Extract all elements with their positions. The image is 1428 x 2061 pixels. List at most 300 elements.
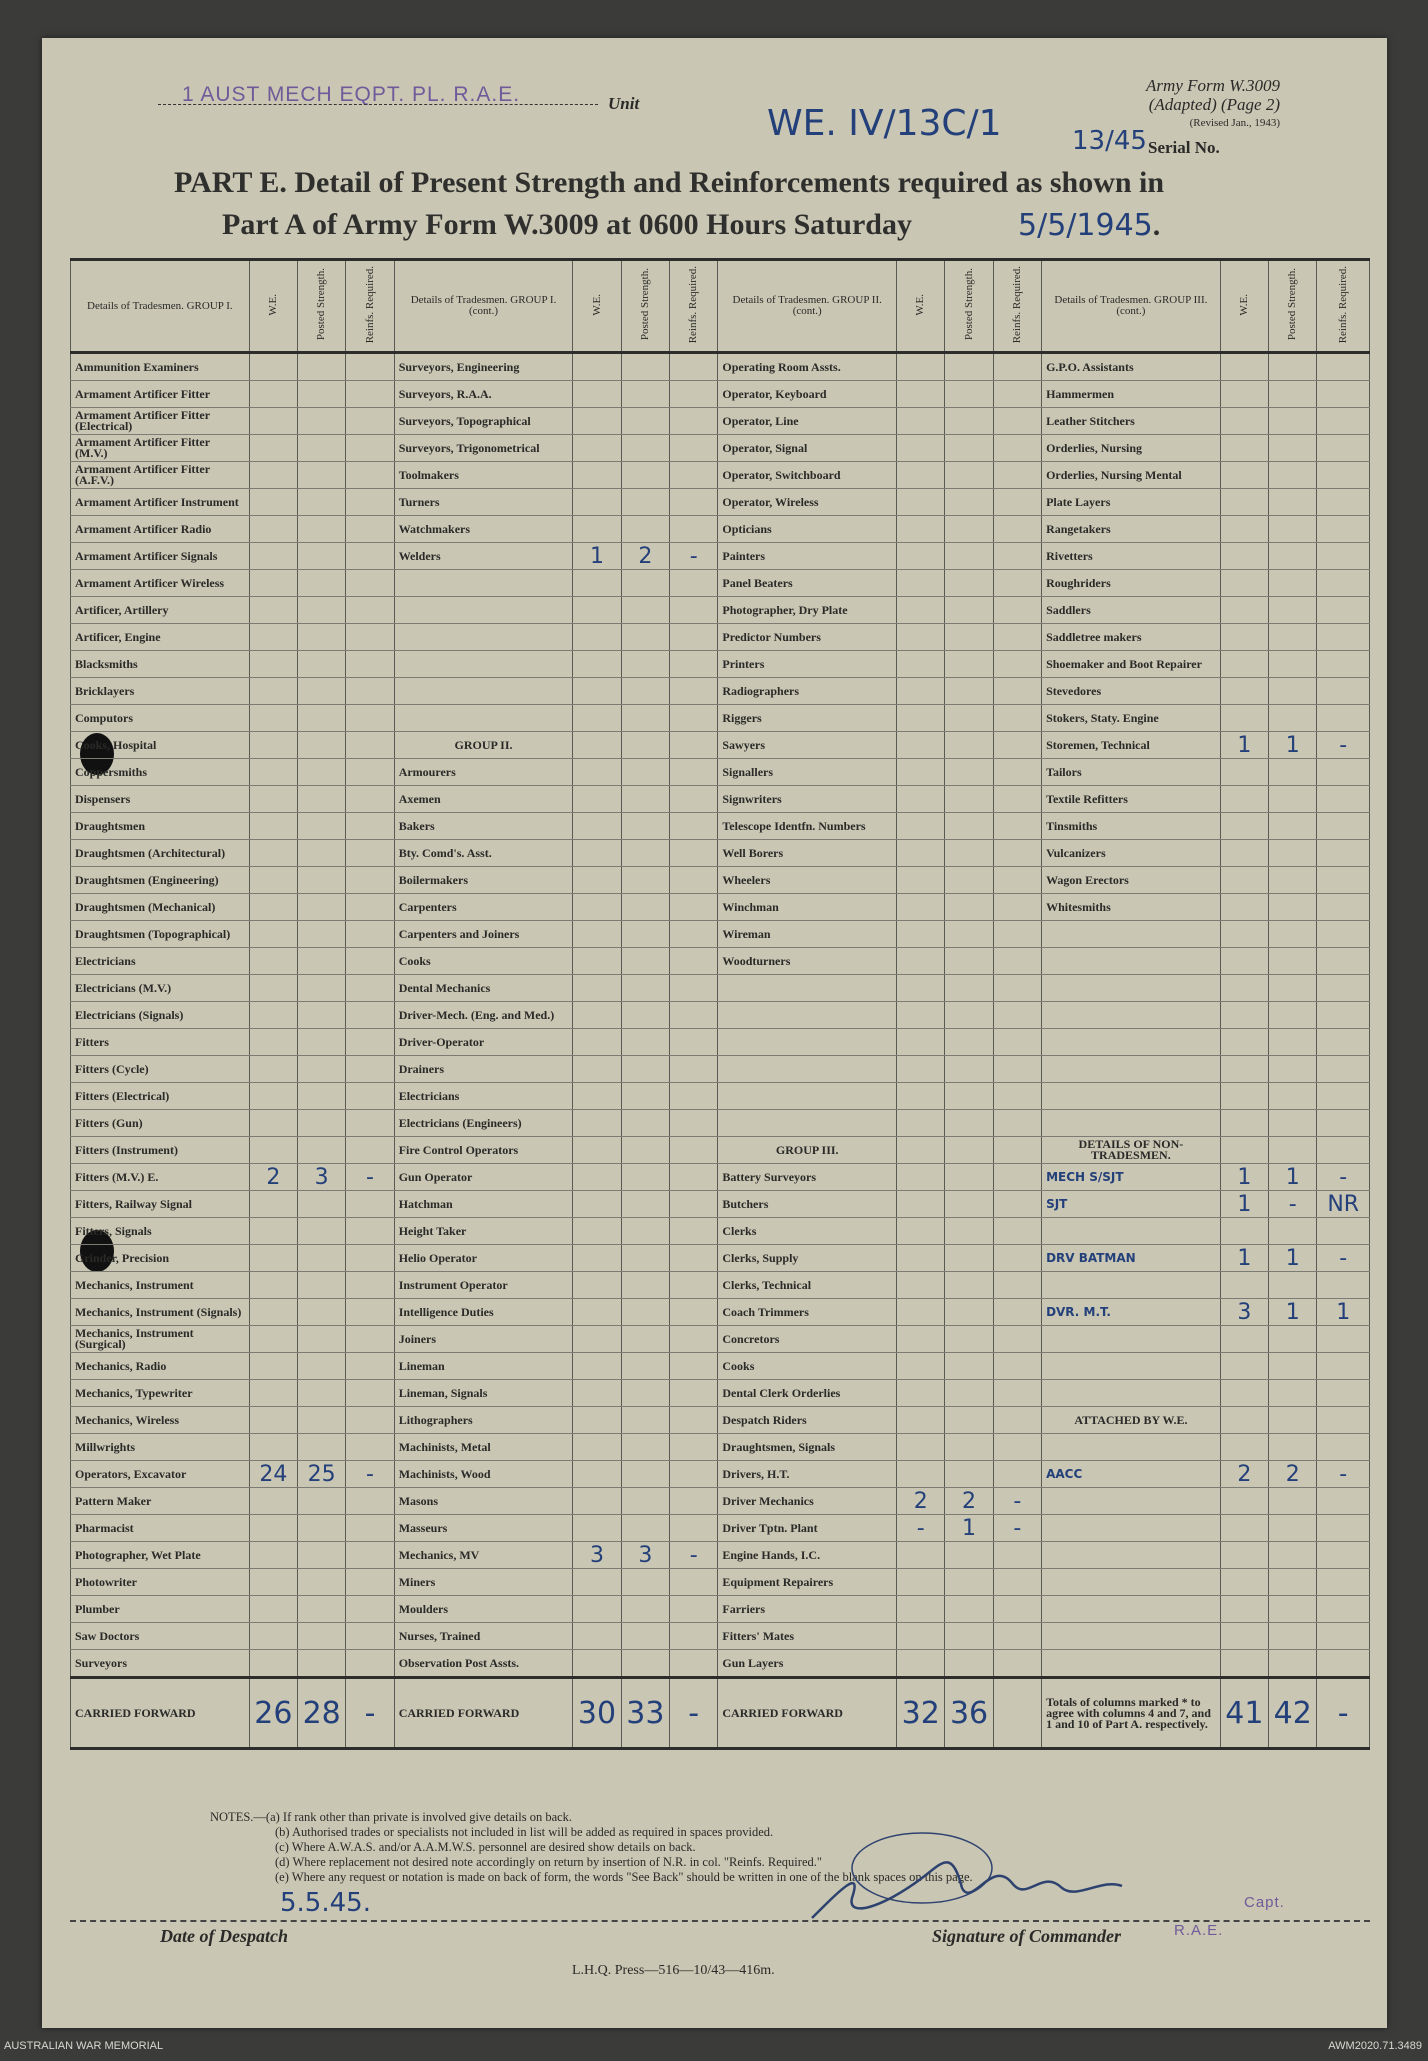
we-cell (1220, 1326, 1268, 1353)
we-cell (573, 1002, 621, 1029)
posted-cell (1269, 1218, 1317, 1245)
trade-label: Well Borers (718, 840, 897, 867)
trade-label: Bakers (394, 813, 573, 840)
reinfs-cell (1317, 1596, 1370, 1623)
we-cell (573, 1434, 621, 1461)
we-cell (897, 1353, 945, 1380)
reinfs-cell (346, 1542, 394, 1569)
reinfs-cell (1317, 597, 1370, 624)
trade-label: Clerks (718, 1218, 897, 1245)
table-row (71, 1542, 1370, 1569)
table-row (71, 894, 1370, 921)
posted-cell (621, 651, 669, 678)
posted-cell (1269, 1380, 1317, 1407)
posted-cell (1269, 1488, 1317, 1515)
table-row (71, 570, 1370, 597)
trade-label: Surveyors, R.A.A. (394, 381, 573, 408)
reinfs-cell (670, 1218, 718, 1245)
posted-cell (945, 1218, 993, 1245)
we-cell: - (897, 1515, 945, 1542)
trade-label: Moulders (394, 1596, 573, 1623)
trade-label: AACC (1042, 1461, 1221, 1488)
posted-cell (945, 462, 993, 489)
reinfs-cell (670, 1245, 718, 1272)
trade-label: Boilermakers (394, 867, 573, 894)
we-cell (249, 516, 297, 543)
reinfs-cell (346, 1110, 394, 1137)
posted-cell (621, 732, 669, 759)
reinfs-cell (1317, 975, 1370, 1002)
we-cell (573, 624, 621, 651)
posted-cell (298, 867, 346, 894)
posted-cell (1269, 651, 1317, 678)
trade-label: Stevedores (1042, 678, 1221, 705)
trade-label: Mechanics, Instrument (Signals) (71, 1299, 250, 1326)
reinfs-cell (1317, 840, 1370, 867)
reinfs-cell: - (346, 1461, 394, 1488)
we-cell (573, 975, 621, 1002)
trade-label: DETAILS OF NON-TRADESMEN. (1042, 1137, 1221, 1164)
we-cell (897, 516, 945, 543)
posted-cell (1269, 867, 1317, 894)
col-header-posted: Posted Strength. (621, 260, 669, 353)
trade-label: Battery Surveyors (718, 1164, 897, 1191)
trade-label: Miners (394, 1569, 573, 1596)
reinfs-cell (1317, 408, 1370, 435)
reinfs-cell (346, 1299, 394, 1326)
we-cell (573, 786, 621, 813)
reinfs-cell (993, 543, 1041, 570)
total-reinfs: - (670, 1678, 718, 1749)
col-header-reinfs: Reinfs. Required. (670, 260, 718, 353)
reinfs-cell (993, 1272, 1041, 1299)
trade-label: Mechanics, Typewriter (71, 1380, 250, 1407)
trade-label (718, 1056, 897, 1083)
unit-line (158, 104, 598, 105)
posted-cell (298, 1596, 346, 1623)
we-cell: 1 (1220, 1245, 1268, 1272)
posted-cell (945, 489, 993, 516)
we-cell (573, 1218, 621, 1245)
we-cell (1220, 570, 1268, 597)
posted-cell (1269, 840, 1317, 867)
trade-label: Hammermen (1042, 381, 1221, 408)
we-cell (573, 1272, 621, 1299)
trade-label: Driver Mechanics (718, 1488, 897, 1515)
reinfs-cell (346, 759, 394, 786)
reinfs-cell (670, 651, 718, 678)
we-cell (249, 786, 297, 813)
reinfs-cell (346, 813, 394, 840)
posted-cell (1269, 597, 1317, 624)
trade-label: Operators, Excavator (71, 1461, 250, 1488)
reinfs-cell (1317, 435, 1370, 462)
posted-cell (945, 1650, 993, 1678)
we-cell (1220, 840, 1268, 867)
we-cell: 1 (1220, 1164, 1268, 1191)
trade-label: Clerks, Supply (718, 1245, 897, 1272)
posted-cell (945, 1002, 993, 1029)
trade-label (1042, 1029, 1221, 1056)
posted-cell (621, 408, 669, 435)
trade-label: Gun Layers (718, 1650, 897, 1678)
we-cell (1220, 1515, 1268, 1542)
posted-cell (621, 1029, 669, 1056)
reinfs-cell (1317, 1623, 1370, 1650)
we-cell (573, 921, 621, 948)
we-cell (573, 1137, 621, 1164)
posted-cell (621, 1380, 669, 1407)
reinfs-cell (1317, 462, 1370, 489)
reinfs-cell: - (346, 1164, 394, 1191)
reinfs-cell: - (1317, 1245, 1370, 1272)
trade-label: Clerks, Technical (718, 1272, 897, 1299)
reinfs-cell (993, 651, 1041, 678)
reinfs-cell (1317, 678, 1370, 705)
table-row (71, 597, 1370, 624)
trade-label: Woodturners (718, 948, 897, 975)
table-row (71, 462, 1370, 489)
table-row (71, 1434, 1370, 1461)
title-line-2: Part A of Army Form W.3009 at 0600 Hours Saturday (222, 208, 912, 241)
table-row (71, 1515, 1370, 1542)
we-cell (1220, 1542, 1268, 1569)
unit-label: Unit (608, 94, 640, 113)
reinfs-cell: - (670, 1542, 718, 1569)
trade-label: Signallers (718, 759, 897, 786)
we-cell (249, 1002, 297, 1029)
trade-label: Instrument Operator (394, 1272, 573, 1299)
we-cell: 2 (897, 1488, 945, 1515)
trade-label: Computors (71, 705, 250, 732)
posted-cell (621, 1218, 669, 1245)
total-posted: 33 (621, 1678, 669, 1749)
col-header-reinfs: Reinfs. Required. (1317, 260, 1370, 353)
posted-cell (945, 1623, 993, 1650)
we-cell (249, 1137, 297, 1164)
reinfs-cell (993, 1461, 1041, 1488)
we-cell (1220, 921, 1268, 948)
posted-cell: 3 (298, 1164, 346, 1191)
trade-label (1042, 1650, 1221, 1678)
posted-cell (945, 840, 993, 867)
table-row (71, 1380, 1370, 1407)
trade-label (718, 975, 897, 1002)
we-cell (573, 867, 621, 894)
we-cell (1220, 1623, 1268, 1650)
trade-label: Nurses, Trained (394, 1623, 573, 1650)
reinfs-cell (993, 813, 1041, 840)
we-cell (249, 462, 297, 489)
trade-label: Armament Artificer Instrument (71, 489, 250, 516)
reinfs-cell (670, 1110, 718, 1137)
posted-cell (1269, 624, 1317, 651)
reinfs-cell (670, 381, 718, 408)
reinfs-cell (346, 732, 394, 759)
we-cell (573, 570, 621, 597)
trade-label: Orderlies, Nursing (1042, 435, 1221, 462)
reinfs-cell (993, 1299, 1041, 1326)
we-cell (1220, 894, 1268, 921)
trade-label: Opticians (718, 516, 897, 543)
reinfs-cell (670, 489, 718, 516)
trade-label: Operator, Switchboard (718, 462, 897, 489)
trade-label: Fitters' Mates (718, 1623, 897, 1650)
table-row (71, 1299, 1370, 1326)
posted-cell (298, 570, 346, 597)
posted-cell (621, 894, 669, 921)
trade-label: Fitters (Electrical) (71, 1083, 250, 1110)
reinfs-cell (993, 840, 1041, 867)
posted-cell (298, 489, 346, 516)
reinfs-cell: - (993, 1515, 1041, 1542)
we-cell: 3 (573, 1542, 621, 1569)
we-cell (573, 408, 621, 435)
trade-label: Draughtsmen (Engineering) (71, 867, 250, 894)
we-cell (1220, 1650, 1268, 1678)
we-cell (249, 435, 297, 462)
we-cell (1220, 1488, 1268, 1515)
reinfs-cell (346, 408, 394, 435)
trade-label: Shoemaker and Boot Repairer (1042, 651, 1221, 678)
col-header-group1-cont: Details of Tradesmen. GROUP I. (cont.) (394, 260, 573, 353)
table-row (71, 1272, 1370, 1299)
table-row (71, 1353, 1370, 1380)
reinfs-cell (1317, 1353, 1370, 1380)
posted-cell (1269, 516, 1317, 543)
we-cell (573, 1596, 621, 1623)
table-row (71, 840, 1370, 867)
archive-credit: AUSTRALIAN WAR MEMORIAL (4, 2040, 164, 2052)
we-cell (1220, 543, 1268, 570)
trade-label: Armament Artificer Fitter (A.F.V.) (71, 462, 250, 489)
trade-label (1042, 1515, 1221, 1542)
trade-label: Millwrights (71, 1434, 250, 1461)
we-cell (249, 975, 297, 1002)
trade-label: Predictor Numbers (718, 624, 897, 651)
strength-table (70, 258, 1370, 1750)
we-cell (573, 1650, 621, 1678)
we-cell (249, 408, 297, 435)
trade-label: Machinists, Wood (394, 1461, 573, 1488)
trade-label: Painters (718, 543, 897, 570)
we-cell (1220, 1434, 1268, 1461)
posted-cell (1269, 1434, 1317, 1461)
trade-label: Mechanics, Wireless (71, 1407, 250, 1434)
trade-label: Mechanics, Radio (71, 1353, 250, 1380)
trade-label: Welders (394, 543, 573, 570)
reinfs-cell (670, 1164, 718, 1191)
table-row (71, 1110, 1370, 1137)
we-cell (249, 1245, 297, 1272)
posted-cell (945, 597, 993, 624)
table-row (71, 759, 1370, 786)
reinfs-cell (670, 786, 718, 813)
posted-cell (1269, 1623, 1317, 1650)
reinfs-cell (993, 435, 1041, 462)
table-row (71, 435, 1370, 462)
we-cell (249, 1218, 297, 1245)
trade-label: G.P.O. Assistants (1042, 353, 1221, 381)
posted-cell (945, 1272, 993, 1299)
posted-cell (298, 1056, 346, 1083)
col-header-we: W.E. (249, 260, 297, 353)
posted-cell (621, 840, 669, 867)
total-posted: 36 (945, 1678, 993, 1749)
posted-cell (945, 894, 993, 921)
trade-label: Riggers (718, 705, 897, 732)
trade-label: Toolmakers (394, 462, 573, 489)
posted-cell (1269, 975, 1317, 1002)
reinfs-cell (670, 1461, 718, 1488)
we-cell (1220, 624, 1268, 651)
we-cell (1220, 813, 1268, 840)
posted-cell (298, 948, 346, 975)
trade-label (1042, 1002, 1221, 1029)
posted-cell (945, 1056, 993, 1083)
reinfs-cell (670, 1596, 718, 1623)
we-cell (573, 462, 621, 489)
trade-label (718, 1002, 897, 1029)
posted-cell (621, 1137, 669, 1164)
posted-cell (621, 678, 669, 705)
we-cell (249, 489, 297, 516)
we-cell (1220, 1137, 1268, 1164)
trade-label: Wheelers (718, 867, 897, 894)
trade-label: Blacksmiths (71, 651, 250, 678)
reinfs-cell (346, 705, 394, 732)
trade-label: Rangetakers (1042, 516, 1221, 543)
reinfs-cell (1317, 1407, 1370, 1434)
we-cell (897, 786, 945, 813)
reinfs-cell (1317, 1029, 1370, 1056)
we-cell (897, 732, 945, 759)
we-cell (897, 921, 945, 948)
posted-cell (298, 894, 346, 921)
we-cell (897, 1218, 945, 1245)
posted-cell (298, 597, 346, 624)
posted-cell (945, 651, 993, 678)
trade-label: Armament Artificer Fitter (Electrical) (71, 408, 250, 435)
trade-label: Fitters (Cycle) (71, 1056, 250, 1083)
trade-label: Engine Hands, I.C. (718, 1542, 897, 1569)
trade-label: Pattern Maker (71, 1488, 250, 1515)
posted-cell (621, 516, 669, 543)
posted-cell (945, 1542, 993, 1569)
reinfs-cell (1317, 705, 1370, 732)
we-cell (249, 732, 297, 759)
posted-cell (945, 353, 993, 381)
trade-label (1042, 1596, 1221, 1623)
posted-cell: 3 (621, 1542, 669, 1569)
press-info: L.H.Q. Press—516—10/43—416m. (572, 1963, 775, 1978)
reinfs-cell (346, 435, 394, 462)
posted-cell (621, 1110, 669, 1137)
trade-label: Farriers (718, 1596, 897, 1623)
posted-cell (945, 1029, 993, 1056)
reinfs-cell (1317, 1272, 1370, 1299)
trade-label (1042, 1110, 1221, 1137)
we-cell (249, 570, 297, 597)
trade-label: Driver-Operator (394, 1029, 573, 1056)
reinfs-cell (346, 353, 394, 381)
reinfs-cell (346, 1083, 394, 1110)
trade-label (1042, 948, 1221, 975)
reinfs-cell: - (670, 543, 718, 570)
we-cell (249, 921, 297, 948)
posted-cell (298, 624, 346, 651)
posted-cell (621, 921, 669, 948)
trade-label: Operator, Line (718, 408, 897, 435)
we-cell (897, 651, 945, 678)
trade-label: Whitesmiths (1042, 894, 1221, 921)
trade-label (1042, 1326, 1221, 1353)
trade-label: Rivetters (1042, 543, 1221, 570)
trade-label: Draughtsmen (Mechanical) (71, 894, 250, 921)
posted-cell (621, 1488, 669, 1515)
we-cell (573, 1164, 621, 1191)
posted-cell (1269, 543, 1317, 570)
trade-label (394, 570, 573, 597)
we-cell (249, 1353, 297, 1380)
posted-cell (621, 975, 669, 1002)
carried-forward-label: CARRIED FORWARD (71, 1678, 250, 1749)
trade-label (1042, 1353, 1221, 1380)
reinfs-cell (993, 381, 1041, 408)
posted-cell (298, 1029, 346, 1056)
reinfs-cell (670, 1515, 718, 1542)
trade-label: Turners (394, 489, 573, 516)
posted-cell (945, 1434, 993, 1461)
trade-label (394, 705, 573, 732)
reinfs-cell (346, 867, 394, 894)
reinfs-cell (346, 921, 394, 948)
posted-cell (945, 1299, 993, 1326)
reinfs-cell (346, 894, 394, 921)
we-cell (249, 624, 297, 651)
posted-cell (945, 1164, 993, 1191)
reinfs-cell (346, 678, 394, 705)
we-cell (249, 813, 297, 840)
trade-label (1042, 921, 1221, 948)
reinfs-cell (670, 624, 718, 651)
trade-label: Watchmakers (394, 516, 573, 543)
we-cell (897, 543, 945, 570)
posted-cell (298, 1569, 346, 1596)
trade-label: Leather Stitchers (1042, 408, 1221, 435)
trade-label: Winchman (718, 894, 897, 921)
posted-cell (621, 489, 669, 516)
posted-cell (945, 1083, 993, 1110)
carried-forward-label: CARRIED FORWARD (394, 1678, 573, 1749)
we-cell (249, 1191, 297, 1218)
trade-label: Telescope Identfn. Numbers (718, 813, 897, 840)
table-row (71, 624, 1370, 651)
posted-cell (621, 1164, 669, 1191)
posted-cell (621, 381, 669, 408)
trade-label (1042, 1380, 1221, 1407)
reinfs-cell (993, 867, 1041, 894)
posted-cell (1269, 1056, 1317, 1083)
table-row (71, 975, 1370, 1002)
reinfs-cell (993, 1083, 1041, 1110)
reinfs-cell (670, 867, 718, 894)
posted-cell (1269, 705, 1317, 732)
table-row (71, 1623, 1370, 1650)
posted-cell (298, 1245, 346, 1272)
reinfs-cell (993, 948, 1041, 975)
trade-label: Fitters (Instrument) (71, 1137, 250, 1164)
